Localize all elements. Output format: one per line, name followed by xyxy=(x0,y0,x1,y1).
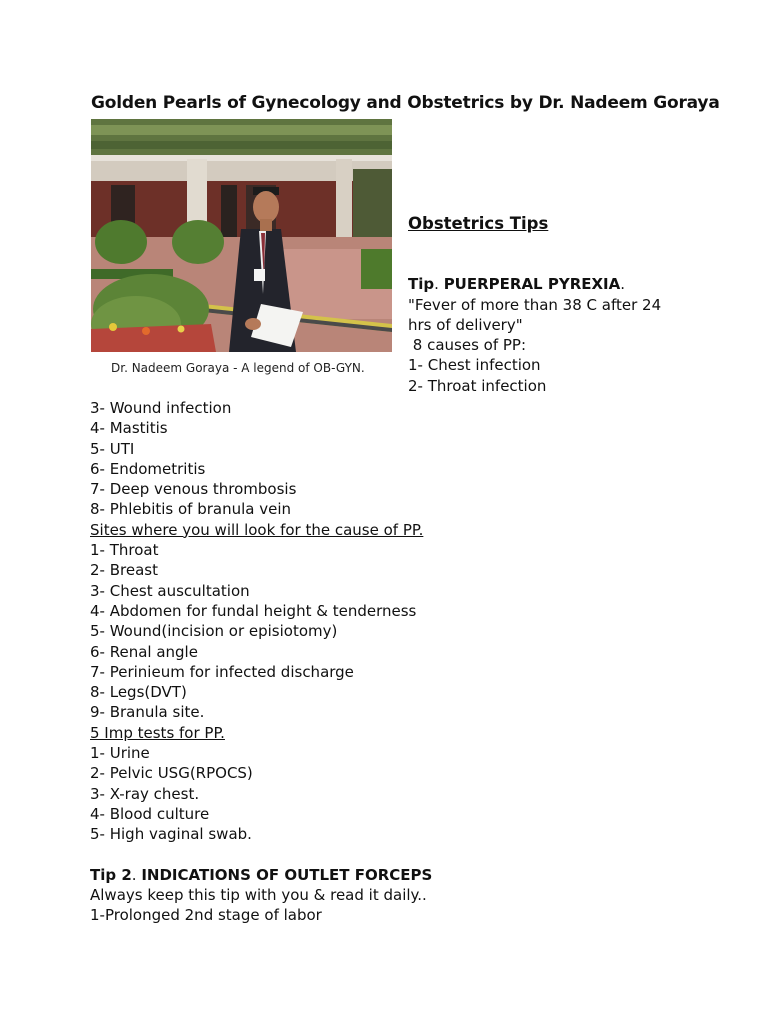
cause-item: 3- Wound infection xyxy=(90,399,232,417)
site-item: 6- Renal angle xyxy=(90,642,198,661)
paragraph-spacer xyxy=(90,845,710,865)
tip-1-name: PUERPERAL PYREXIA xyxy=(443,275,621,294)
site-item: 1- Throat xyxy=(90,541,159,560)
cause-item: 6- Endometritis xyxy=(90,459,206,478)
tip-1-definition-line-1: "Fever of more than 38 C after 24 xyxy=(408,295,662,314)
tip-2-name: INDICATIONS OF OUTLET FORCEPS xyxy=(141,865,433,884)
tests-heading: 5 Imp tests for PP. xyxy=(90,723,225,742)
site-item: 4- Abdomen for fundal height & tenderness xyxy=(90,601,417,620)
sites-heading: Sites where you will look for the cause of PP. xyxy=(90,520,424,539)
tip-2-item: 1-Prolonged 2nd stage of labor xyxy=(90,906,322,925)
photo-caption: Dr. Nadeem Goraya - A legend of OB-GYN. xyxy=(111,361,365,375)
cause-item: 8- Phlebitis of branula vein xyxy=(90,500,292,519)
right-column xyxy=(408,214,708,396)
test-item: 2- Pelvic USG(RPOCS) xyxy=(90,764,253,783)
test-item: 4- Blood culture xyxy=(90,804,210,823)
site-item: 2- Breast xyxy=(90,561,158,580)
test-item: 5- High vaginal swab. xyxy=(90,825,252,844)
tip-1-definition-line-2: hrs of delivery" xyxy=(408,315,523,334)
cause-item: 7- Deep venous thrombosis xyxy=(90,480,297,499)
test-item: 3- X-ray chest. xyxy=(90,784,200,803)
cause-item: 5- UTI xyxy=(90,439,135,458)
tip-2-punct: . xyxy=(131,865,137,884)
cause-item: 2- Throat infection xyxy=(408,376,547,395)
test-item: 1- Urine xyxy=(90,744,150,763)
main-text xyxy=(90,398,710,925)
site-item: 3- Chest auscultation xyxy=(90,581,250,600)
tip-1-heading xyxy=(408,274,708,294)
cause-item: 4- Mastitis xyxy=(90,419,168,438)
site-item: 5- Wound(incision or episiotomy) xyxy=(90,622,338,641)
tip-2-heading xyxy=(90,865,710,885)
doctor-photo xyxy=(91,119,392,352)
tip-1-end: . xyxy=(620,275,626,294)
site-item: 7- Perinieum for infected discharge xyxy=(90,662,354,681)
tip-2-label: Tip 2 xyxy=(90,865,132,884)
cause-item: 1- Chest infection xyxy=(408,356,541,375)
tip-1-punct: . xyxy=(434,275,439,294)
causes-heading: 8 causes of PP: xyxy=(408,336,527,355)
site-item: 8- Legs(DVT) xyxy=(90,683,187,702)
section-heading: Obstetrics Tips xyxy=(408,214,549,233)
tip-2-note: Always keep this tip with you & read it daily.. xyxy=(90,885,427,904)
document-title: Golden Pearls of Gynecology and Obstetrics by Dr. Nadeem Goraya xyxy=(91,93,720,113)
tip-1-label: Tip xyxy=(408,275,435,294)
site-item: 9- Branula site. xyxy=(90,703,205,722)
